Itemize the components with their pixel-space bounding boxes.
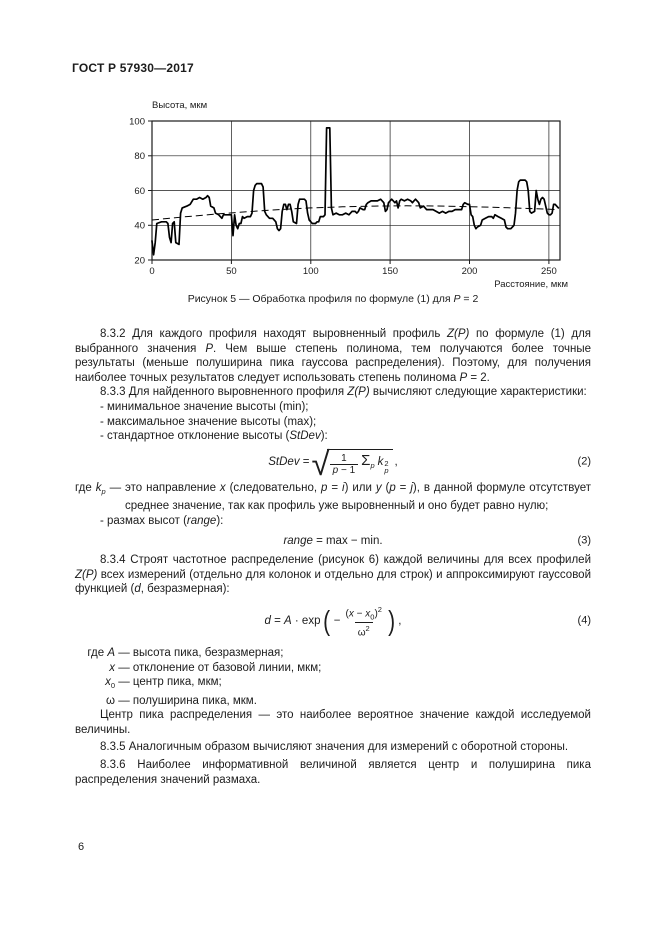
- formula-gauss-lhs: d = A · exp: [264, 615, 321, 628]
- gauss-fraction: $\frac{(x - x_0)^2}{\omega^2}$: [345, 604, 382, 639]
- svg-text:200: 200: [461, 266, 478, 277]
- list-item-range: - размах высот (range):: [100, 514, 224, 527]
- paragraph-8-3-3: 8.3.3 Для найденного выровненного профиля Z(P) вычисляют следующие характеристики:: [100, 386, 587, 399]
- svg-text:150: 150: [382, 266, 399, 277]
- list-item-stdev: - стандартное отклонение высоты (StDev):: [100, 430, 328, 443]
- sqrt-radical: [311, 444, 393, 482]
- svg-text:50: 50: [226, 266, 237, 277]
- svg-text:0: 0: [149, 266, 155, 277]
- formula-range: [75, 534, 591, 549]
- figure5-chart: [118, 96, 576, 292]
- profile-chart-svg: [118, 96, 576, 292]
- paragraph-8-3-2: 8.3.2 Для каждого профиля находят выровненный профиль Z(P) по формуле (1) для выбранного значения P. Чем выше степень полинома, тем получаются более точные результаты (меньше полуширина пика гауссова распределения). Поэтому, для получения наиболее точных результатов следует использовать степень полинома P = 2.: [75, 328, 592, 384]
- page-number: 6: [78, 841, 85, 853]
- list-item-min: - минимальное значение высоты (min);: [100, 400, 309, 413]
- formula-range-body: range = max − min.: [283, 534, 383, 547]
- document-header: ГОСТ Р 57930—2017: [72, 61, 194, 75]
- paragraph-8-3-4: 8.3.4 Строят частотное распределение (рисунок 6) каждой величины для всех профилей Z(P) всех измерений (отдельно для колонок и отдельно для строк) и аппроксимируют гауссовой функцией (d, безразмерная):: [75, 554, 591, 596]
- definition-row-omega: ω — полуширина пика, мкм.: [106, 694, 257, 707]
- figure5-caption: Рисунок 5 — Обработка профиля по формуле (1) для P = 2: [187, 293, 479, 305]
- svg-text:60: 60: [134, 185, 145, 197]
- body-text: [75, 327, 591, 787]
- equation-number-2: (2): [577, 455, 591, 468]
- svg-text:250: 250: [540, 266, 557, 277]
- definition-row-x0: $x_0$ — центр пика, мкм;: [105, 676, 222, 691]
- paragraph-peak-center: Центр пика распределения — это наиболее вероятное значение каждой исследуемой величины.: [75, 709, 591, 736]
- radical-sign: √: [311, 444, 330, 482]
- svg-text:80: 80: [134, 151, 145, 163]
- formula-stdev: StDev = √ $\frac{1}{p - 1}$ $\Sigma_p$ k 2 p , (2): [268, 444, 591, 482]
- x-axis-label: Расстояние, мкм: [494, 279, 568, 290]
- paragraph-8-3-5: 8.3.5 Аналогичным образом вычисляют значения для измерений с оборотной стороны.: [100, 741, 569, 754]
- close-paren: ): [388, 605, 396, 637]
- formula-stdev-lhs: StDev =: [268, 455, 310, 468]
- open-paren: (: [323, 605, 331, 637]
- sum-sign: $\Sigma_p$: [361, 452, 375, 471]
- definition-row-x: x — отклонение от базовой линии, мкм;: [109, 661, 322, 674]
- paragraph-8-3-6: 8.3.6 Наиболее информативной величиной является центр и полуширина пика распределения значений размаха.: [75, 759, 591, 786]
- definition-row-A: где A — высота пика, безразмерная;: [87, 646, 284, 659]
- svg-text:40: 40: [134, 220, 145, 232]
- symbol-definition-list: [75, 646, 591, 708]
- svg-text:100: 100: [302, 266, 319, 277]
- k-term: k 2 p: [377, 455, 389, 476]
- svg-text:20: 20: [134, 255, 145, 267]
- formula-gauss: d = A · exp ( − $\frac{(x - x_0)^2}{\omega^2}$ ) , (4): [264, 604, 591, 639]
- fraction: $\frac{1}{p - 1}$: [330, 453, 359, 476]
- list-item-max: - максимальное значение высоты (max);: [100, 415, 317, 428]
- equation-number-3: (3): [577, 534, 591, 547]
- svg-text:100: 100: [129, 116, 145, 128]
- y-axis-label: Высота, мкм: [152, 100, 208, 111]
- equation-number-4: (4): [577, 615, 591, 628]
- paragraph-kp-definition: где $k_p$ — это направление x (следовательно, p = i) или y (p = j), в данной формуле отсутствует среднее значение, так как профиль уже выровненный и оно будет равно нулю;: [75, 481, 591, 513]
